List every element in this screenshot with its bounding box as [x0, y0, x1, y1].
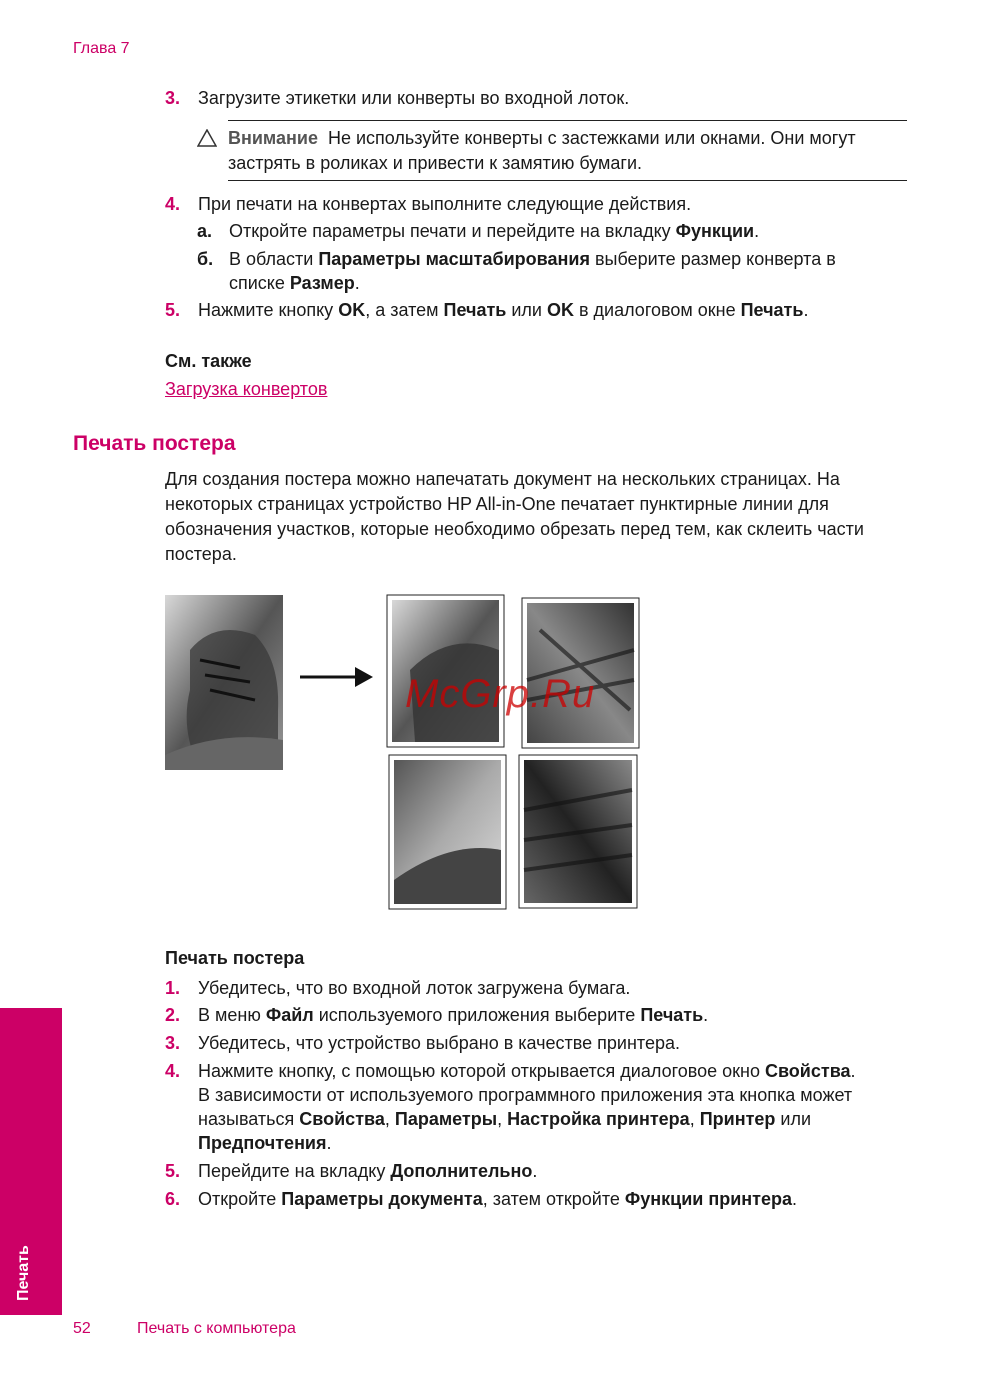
watermark: McGrp.Ru: [405, 672, 596, 716]
caution-bottom-rule: [228, 180, 907, 181]
procedure-title: Печать постера: [165, 948, 305, 968]
step-number: 3.: [165, 1033, 181, 1053]
step-text: Нажмите кнопку, с помощью которой открывается диалоговое окно Свойства. В зависимости от используемого программного приложения эта кнопка может называться Свойства, Параметры, Настройка принтера, Принтер или Предпочтения.: [198, 1061, 856, 1153]
step-text: Откройте Параметры документа, затем откройте Функции принтера.: [198, 1189, 797, 1209]
warning-triangle-icon: [197, 129, 217, 147]
caution-text: Не используйте конверты с застежками или окнами. Они могут застрять в роликах и привести к замятию бумаги.: [228, 128, 856, 173]
step-number: 5.: [165, 1161, 181, 1181]
step-text: Нажмите кнопку OK, а затем Печать или OK в диалоговом окне Печать.: [198, 300, 809, 320]
poster-tile-bottom-right: [519, 755, 637, 908]
step-number: 2.: [165, 1005, 181, 1025]
page-number: 52: [73, 1320, 91, 1337]
sub-letter: б.: [197, 249, 214, 269]
caution-label: Внимание: [228, 128, 318, 148]
step-text: Убедитесь, что во входной лоток загружена бумага.: [198, 978, 631, 998]
caution-top-rule: [228, 120, 907, 121]
sub-text: В области Параметры масштабирования выберите размер конверта в списке Размер.: [229, 249, 836, 293]
step-number: 6.: [165, 1189, 181, 1209]
step-text: В меню Файл используемого приложения выберите Печать.: [198, 1005, 709, 1025]
footer-title: Печать с компьютера: [137, 1320, 296, 1337]
step-number: 4.: [165, 1061, 181, 1081]
step-number: 5.: [165, 300, 181, 320]
side-tab-label: Печать: [15, 1245, 32, 1301]
step-text: При печати на конвертах выполните следующие действия.: [198, 194, 692, 214]
step-number: 4.: [165, 194, 181, 214]
chapter-label: Глава 7: [73, 40, 130, 57]
section-heading: Печать постера: [73, 432, 236, 455]
poster-tile-top-left: [387, 595, 504, 747]
step-text: Загрузите этикетки или конверты во входной лоток.: [198, 88, 630, 108]
see-also-label: См. также: [165, 351, 252, 371]
see-also-link[interactable]: Загрузка конвертов: [165, 379, 328, 399]
tiger-photo-original: [165, 595, 283, 770]
step-text: Убедитесь, что устройство выбрано в качестве принтера.: [198, 1033, 680, 1053]
step-number: 3.: [165, 88, 181, 108]
section-intro: Для создания постера можно напечатать документ на нескольких страницах. На некоторых страницах устройство HP All-in-One печатает пунктирные линии для обозначения участков, которые необходимо обрезать перед тем, как склеить части постера.: [165, 469, 864, 564]
sub-text: Откройте параметры печати и перейдите на вкладку Функции.: [229, 221, 760, 241]
step-number: 1.: [165, 978, 181, 998]
poster-tile-bottom-left: [389, 755, 506, 909]
arrow-right-icon: [300, 667, 373, 687]
step-text: Перейдите на вкладку Дополнительно.: [198, 1161, 538, 1181]
poster-illustration: [160, 590, 650, 915]
sub-letter: а.: [197, 221, 213, 241]
side-tab: [0, 1008, 62, 1315]
